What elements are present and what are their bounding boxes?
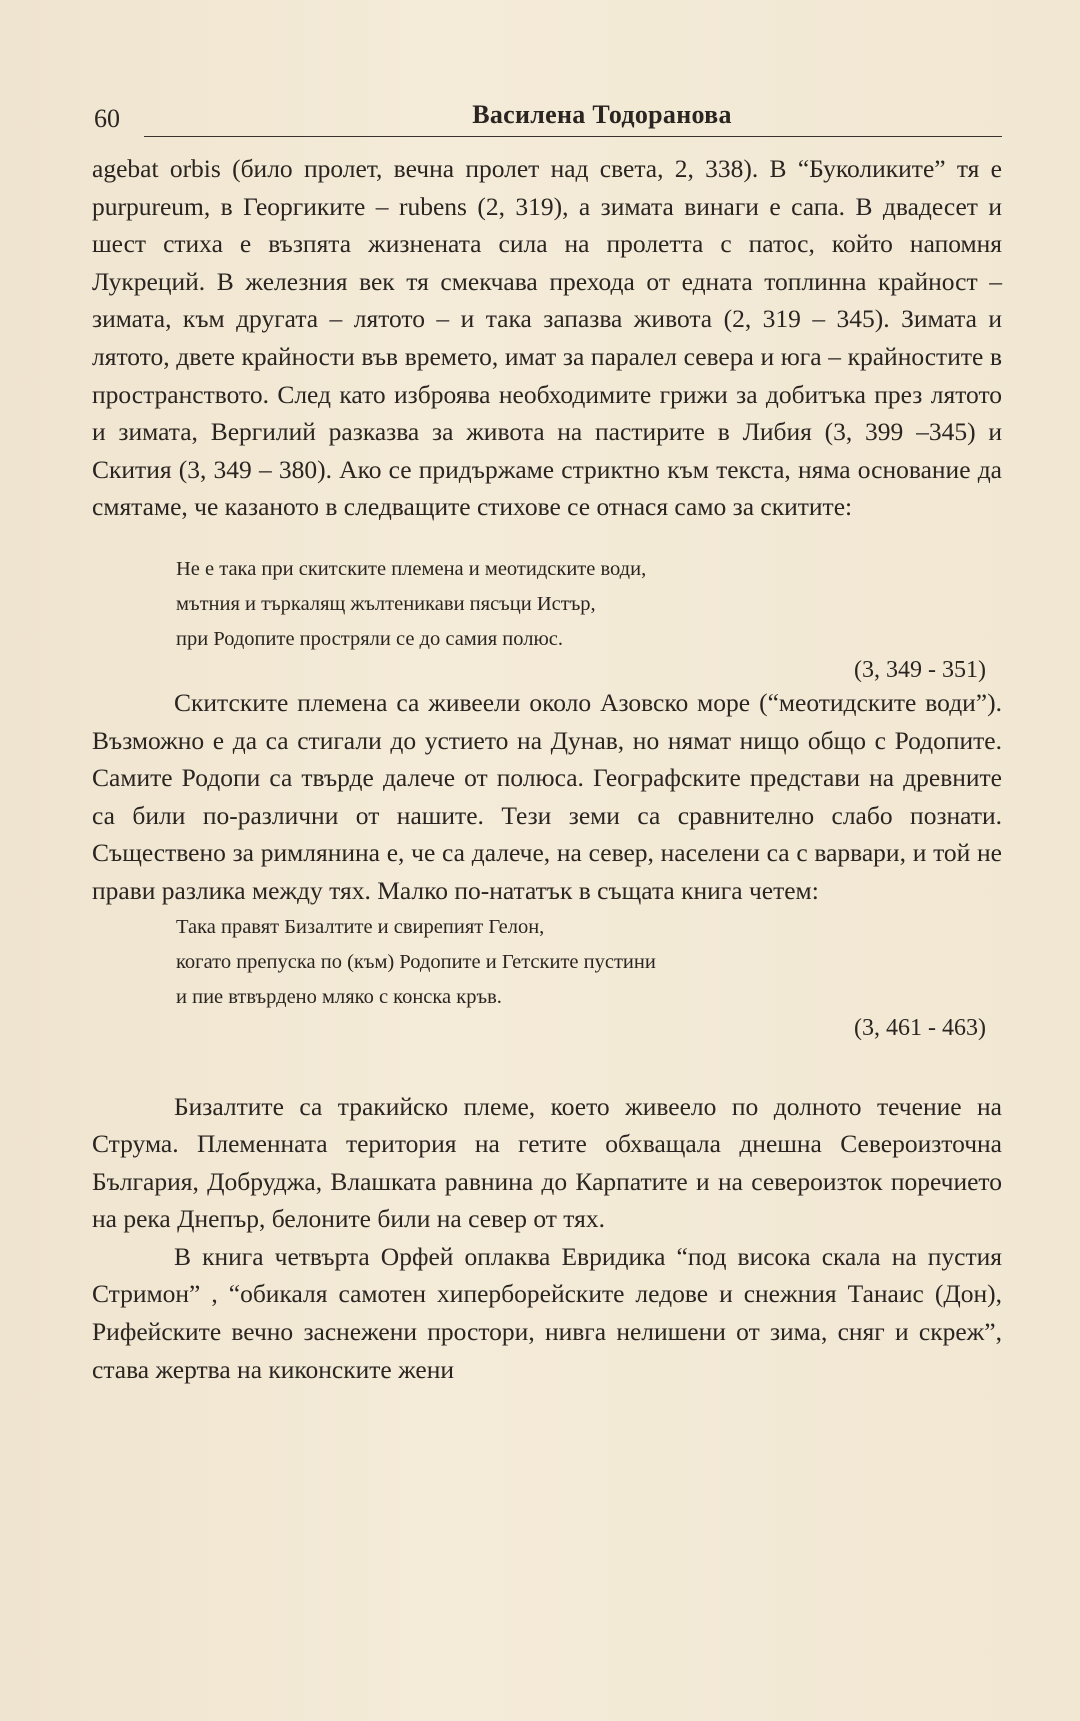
running-head bbox=[92, 98, 1002, 138]
running-head-author: Василена Тодоранова bbox=[472, 100, 732, 129]
verse-citation-1: (3, 349 - 351) bbox=[854, 656, 986, 683]
verse-line: при Родопите простряли се до самия полюс. bbox=[176, 627, 564, 650]
verse-line: и пие втвърдено мляко с конска кръв. bbox=[176, 985, 502, 1008]
verse-line: когато препуска по (към) Родопите и Гетските пустини bbox=[176, 950, 656, 973]
paragraph-2: Скитските племена са живеели около Азовско море (“меотидските води”). Възможно е да са стигали до устието на Дунав, но нямат нищо общо с Родопите. Самите Родопи са твърде далече от полюса. Географските представи на древните са били по-различни от нашите. Тези земи са сравнително слабо познати. Съществено за римлянина е, че са далече, на север, населени са с варвари, и той не прави разлика между тях. Малко по-нататък в същата книга четем: bbox=[92, 687, 1002, 905]
verse-citation-2: (3, 461 - 463) bbox=[854, 1014, 986, 1041]
verse-line: Така правят Бизалтите и свирепият Гелон, bbox=[176, 915, 545, 938]
page-number: 60 bbox=[94, 104, 120, 133]
verse-quote-1 bbox=[176, 552, 1002, 657]
page-body bbox=[92, 150, 1002, 1388]
paragraph-4: В книга четвърта Орфей оплаква Евридика “под висока скала на пустия Стримон” , “обикаля самотен хиперборейските ледове и снежния Танаис (Дон), Рифейските вечно заснежени простори, нивга нелишени от зима, сняг и скреж”, става жертва на киконските жени bbox=[92, 1241, 1002, 1384]
verse-quote-2 bbox=[176, 910, 1002, 1015]
paragraph-3: Бизалтите са тракийско племе, което живеело по долното течение на Струма. Племенната територия на гетите обхващала днешна Североизточна България, Добруджа, Влашката равнина до Карпатите и на североизток поречието на река Днепър, белоните били на север от тях. bbox=[92, 1091, 1002, 1234]
spacer bbox=[92, 1042, 1002, 1088]
verse-line: Не е така при скитските племена и меотидските води, bbox=[176, 557, 647, 580]
header-rule bbox=[144, 136, 1002, 137]
verse-line: мътния и търкалящ жълтеникави пясъци Истър, bbox=[176, 592, 596, 615]
spacer bbox=[92, 526, 1002, 552]
paragraph-1: agebat orbis (било пролет, вечна пролет над света, 2, 338). В “Буколиките” тя е purpureum, в Георгиките – rubens (2, 319), а зимата винаги е сапа. В двадесет и шест стиха е възпята жизнената сила на пролетта с патос, който напомня Лукреций. В железния век тя смекчава прехода от едната топлинна крайност – зимата, към другата – лятото – и така запазва живота (2, 319 – 345). Зимата и лятото, двете крайности във времето, имат за паралел севера и юга – крайностите в пространството. След като изброява необходимите грижи за добитъка през лятото и зимата, Вергилий разказва за живота на пастирите в Либия (3, 399 –345) и Скития (3, 349 – 380). Ако се придържаме стриктно към текста, няма основание да смятаме, че казаното в следващите стихове се отнася само за скитите: bbox=[92, 154, 1002, 522]
